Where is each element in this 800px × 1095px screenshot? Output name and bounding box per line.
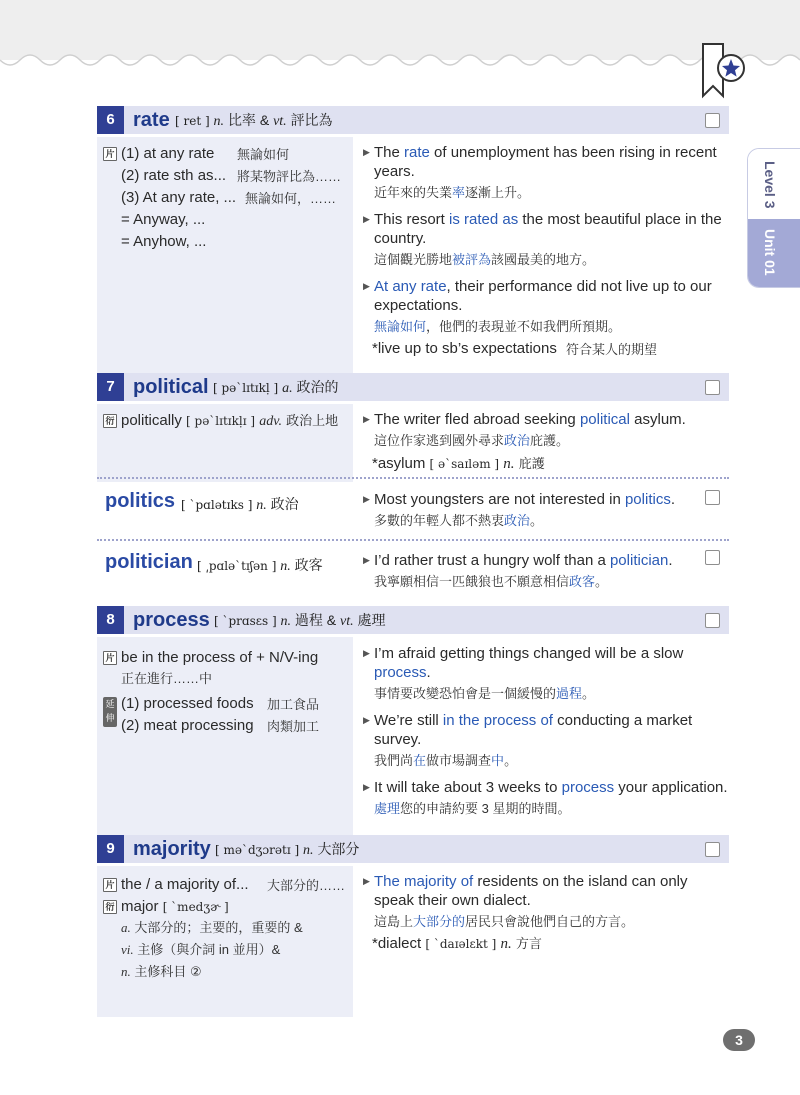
phrase-en: the / a majority of... [121, 876, 249, 893]
phrase-badge-icon: 片 [103, 651, 117, 665]
review-checkbox[interactable] [705, 490, 720, 505]
headword: politician [105, 551, 193, 573]
example-sentence-line2: process. [374, 664, 431, 681]
headword-definition: [ ˋpɑlətɪks ] n. 政治 [181, 496, 299, 513]
phrase-panel [97, 137, 353, 391]
entry-number: 9 [97, 835, 124, 863]
example-sentence: This resort is rated as the most beautiful place in the [374, 211, 722, 228]
entry-header [97, 106, 729, 134]
example-sentence: The majority of residents on the island can only [374, 873, 688, 890]
page-number: 3 [723, 1029, 755, 1051]
example-sentence: At any rate, their performance did not live up to our [374, 278, 712, 295]
example-translation: 事情要改變恐怕會是一個緩慢的過程。 [374, 686, 596, 701]
level-label: Level 3 [762, 161, 778, 209]
entry-majority: 9 majority [ məˋdʒɔrətɪ ] n. 大部分 片 the / a majority of... 大部分的…… 衍 major [ ˋmedʒɚ ] a. 大部分的；主要的，重要的 & vi. 主修（與介詞 in 並用）& n. 主修科目 ② ▶ The majority of residents on the island can only speak their own dialect. 這島上大部分的居民只會說他們自己的方言。 *dialect [ ˋdaɪəlɛkt ] n. 方言 [97, 835, 729, 1017]
example-sentence-line2: survey. [374, 731, 422, 748]
entry-political: 7 political [ pəˋlɪtɪkḷ ] a. 政治的 衍 politically [ pəˋlɪtɪkḷɪ ] adv. 政治上地 ▶ The writer fled abroad seeking political asylum. 這位作家逃到國外尋求政治庇護。 *asylum [ əˋsaɪləm ] n. 庇護 [97, 373, 729, 483]
headword: rate [133, 109, 170, 131]
example-sentence: It will take about 3 weeks to process your application. [374, 779, 728, 796]
phrase-zh: 大部分的…… [267, 878, 346, 893]
phrase-en: (3) At any rate, ... [121, 189, 237, 206]
entry-number: 6 [97, 106, 124, 134]
example-translation: 這個觀光勝地被評為該國最美的地方。 [374, 252, 596, 267]
phrase-en: be in the process of + N/V-ing [121, 649, 319, 666]
example-sentence-line2: expectations. [374, 297, 463, 314]
example-sentence: Most youngsters are not interested in politics. [374, 491, 675, 508]
phrase-en: = Anyway, ... [121, 211, 206, 228]
phrase-zh: 無論如何，…… [245, 191, 337, 206]
unit-side-tab[interactable] [747, 148, 800, 288]
example-translation: 我寧願相信一匹餓狼也不願意相信政客。 [374, 574, 609, 589]
entry-header [97, 835, 729, 863]
headword: process [133, 609, 210, 631]
derived-word: politically [ pəˋlɪtɪkḷɪ ] adv. 政治上地 [121, 412, 339, 429]
extension-en: (1) processed foods [121, 695, 254, 712]
example-translation: 近年來的失業率逐漸上升。 [374, 185, 531, 200]
phrase-badge-icon: 片 [103, 147, 117, 161]
entry-process: 8 process [ ˋprɑsɛs ] n. 過程 & vt. 處理 片 be in the process of + N/V-ing 正在進行……中 延伸 (1) processed foods 加工食品 (2) meat processing 肉類加工 ▶ I’m afraid getting things changed will be a slow process. 事情要改變恐怕會是一個緩慢的過程。 ▶ We’re still in the process of conducting a market survey. 我們尚在做市場調查中。 ▶ It will take about 3 weeks to process your application. 處理您的申請約要 3 星期的時間。 [97, 606, 729, 855]
phrase-zh: 無論如何 [237, 147, 290, 162]
phrase-en: (2) rate sth as... [121, 167, 227, 184]
example-sentence-line2: speak their own dialect. [374, 892, 531, 909]
example-sentence: I’d rather trust a hungry wolf than a politician. [374, 552, 673, 569]
extension-en: (2) meat processing [121, 717, 254, 734]
vocab-note: *live up to sb’s expectations [372, 340, 557, 357]
entry-number: 7 [97, 373, 124, 401]
example-translation: 多數的年輕人都不熱衷政治。 [374, 513, 544, 528]
headword: politics [105, 490, 176, 512]
vocab-note-zh: 符合某人的期望 [566, 342, 658, 357]
extension-badge-icon: 延伸 [103, 697, 117, 727]
vocab-note: *dialect [ ˋdaɪəlɛkt ] n. 方言 [372, 935, 542, 952]
headword-definition: [ pəˋlɪtɪkḷ ] a. 政治的 [213, 379, 339, 396]
headword: majority [133, 838, 211, 860]
example-sentence: The writer fled abroad seeking political asylum. [374, 411, 686, 428]
extension-zh: 肉類加工 [267, 719, 320, 734]
top-wave-band [0, 0, 800, 78]
phrase-en: (1) at any rate [121, 145, 215, 162]
example-translation: 處理您的申請約要 3 星期的時間。 [374, 801, 571, 816]
example-sentence-line2: country. [374, 230, 427, 247]
review-checkbox[interactable] [705, 613, 720, 628]
headword: political [133, 376, 209, 398]
phrase-panel [97, 866, 353, 1017]
headword-definition: [ ˋprɑsɛs ] n. 過程 & vt. 處理 [214, 612, 386, 629]
derived-badge-icon: 衍 [103, 900, 117, 914]
derived-definition: a. 大部分的；主要的，重要的 & [121, 920, 303, 935]
extension-zh: 加工食品 [267, 697, 320, 712]
example-translation: 無論如何，他們的表現並不如我們所預期。 [374, 319, 622, 334]
entry-rate: 6 rate [ ret ] n. 比率 & vt. 評比為 片 (1) at any rate 無論如何 (2) rate sth as... 將某物評比為…… (3) At any rate, ... 無論如何，…… = Anyway, ... = Anyhow, ... ▶ The rate of unemployment has been rising in recent years. 近年來的失業率逐漸上升。 ▶ This resort is rated as the most beautiful place in the country. 這個觀光勝地被評為該國最美的地方。 ▶ At any rate, their performance did not live up to our expectations. 無論如何，他們的表現並不如我們所預期。 *live up to sb’s expectations 符合某人的期望 [97, 106, 729, 392]
review-checkbox[interactable] [705, 842, 720, 857]
derived-panel [97, 404, 353, 482]
phrase-badge-icon: 片 [103, 878, 117, 892]
review-checkbox[interactable] [705, 113, 720, 128]
headword-definition: [ məˋdʒɔrətɪ ] n. 大部分 [215, 841, 360, 858]
derived-badge-icon: 衍 [103, 414, 117, 428]
entry-header [97, 373, 729, 401]
divider [97, 477, 729, 479]
example-translation: 這島上大部分的居民只會說他們自己的方言。 [374, 914, 635, 929]
bookmark-star-icon[interactable] [699, 42, 747, 100]
vocab-note: *asylum [ əˋsaɪləm ] n. 庇護 [372, 455, 545, 472]
example-sentence-line2: years. [374, 163, 415, 180]
phrase-en: = Anyhow, ... [121, 233, 207, 250]
entry-number: 8 [97, 606, 124, 634]
entry-politician: politician [ ͵pɑləˋtɪʃən ] n. 政客 ▶ I’d rather trust a hungry wolf than a politician. 我寧願相信一匹餓狼也不願意相信政客。 [97, 542, 729, 598]
review-checkbox[interactable] [705, 550, 720, 565]
entry-politics: politics [ ˋpɑlətɪks ] n. 政治 ▶ Most youngsters are not interested in politics. 多數的年輕人都不熱衷政治。 [97, 480, 729, 536]
phrase-panel [97, 637, 353, 855]
divider [97, 539, 729, 541]
example-translation: 我們尚在做市場調查中。 [374, 753, 518, 768]
entry-header [97, 606, 729, 634]
headword-definition: [ ͵pɑləˋtɪʃən ] n. 政客 [197, 557, 323, 574]
derived-word: major [ ˋmedʒɚ ] [121, 898, 229, 915]
headword-definition: [ ret ] n. 比率 & vt. 評比為 [175, 112, 333, 129]
unit-label: Unit 01 [762, 229, 778, 276]
review-checkbox[interactable] [705, 380, 720, 395]
example-sentence: We’re still in the process of conducting a market [374, 712, 693, 729]
phrase-zh: 正在進行……中 [121, 671, 213, 686]
phrase-zh: 將某物評比為…… [237, 169, 342, 184]
derived-definition: n. 主修科目 ② [121, 964, 202, 979]
derived-definition: vi. 主修（與介詞 in 並用）& [121, 942, 281, 957]
example-sentence: The rate of unemployment has been rising in recent [374, 144, 717, 161]
example-translation: 這位作家逃到國外尋求政治庇護。 [374, 433, 570, 448]
example-sentence: I’m afraid getting things changed will be a slow [374, 645, 684, 662]
